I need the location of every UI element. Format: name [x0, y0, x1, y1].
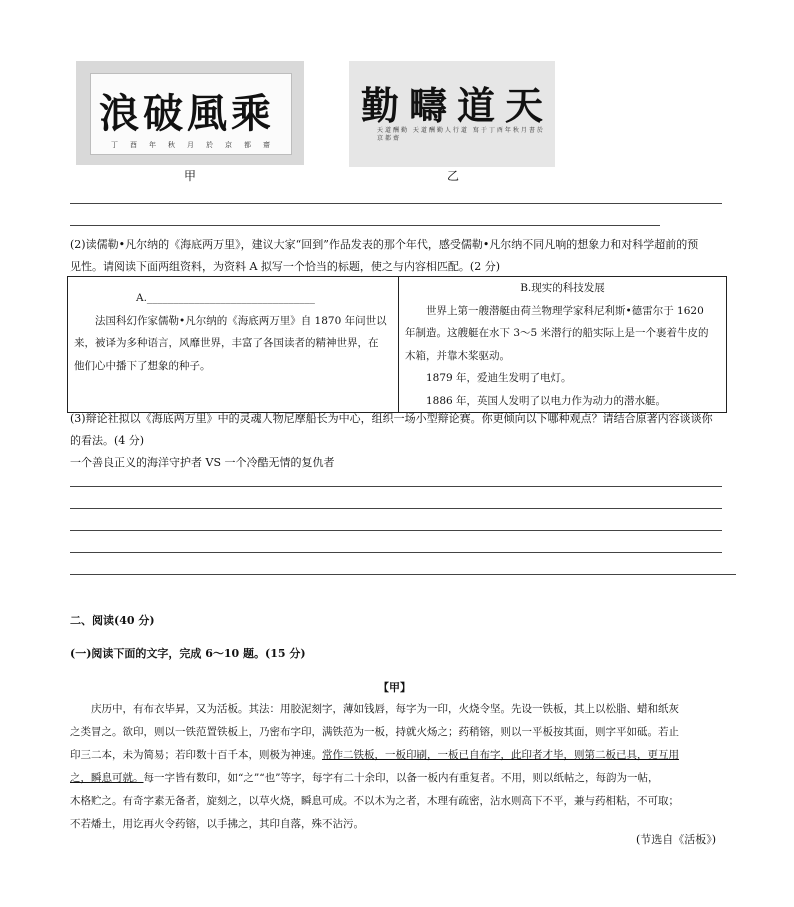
q2-line1: (2)读儒勒•凡尔纳的《海底两万里》，建议大家“回到”作品发表的那个年代，感受儒勒•凡尔纳不同凡响的想象力和对科学超前的预 — [70, 238, 699, 251]
answer-line — [70, 552, 722, 553]
material-a-line: 来，被译为多种语言，风靡世界，丰富了各国读者的精神世界，在 — [74, 337, 379, 349]
q3-debate-topic: 一个善良正义的海洋守护者 VS 一个冷酷无情的复仇者 — [70, 456, 335, 469]
material-a-line: 法国科幻作家儒勒•凡尔纳的《海底两万里》自 1870 年问世以 — [95, 314, 387, 327]
calligraphy-image-b — [349, 61, 555, 167]
passage-underlined-text: 常作二铁板，一板印刷，一板已自布字，此印者才毕，则第二板已具，更互用 — [322, 749, 679, 761]
material-b-line: 1886 年，英国人发明了以电力作为动力的潜水艇。 — [426, 394, 667, 407]
material-b-line: 1879 年，爱迪生发明了电灯。 — [426, 372, 572, 384]
answer-line — [70, 574, 736, 575]
passage-text: 印三二本，未为简易；若印数十百千本，则极为神速。 — [70, 749, 322, 761]
passage-text: 每一字皆有数印，如“之”“也”等字，每字有二十余印，以备一板内有重复者。不用，则以纸帖之，每韵为一帖， — [143, 772, 659, 784]
material-b-line: 年制造。这艘艇在水下 3～5 米潜行的船实际上是一个裹着牛皮的 — [405, 327, 709, 339]
material-a-cell — [68, 277, 399, 413]
material-table — [67, 276, 727, 413]
q3-line2: 的看法。(4 分) — [70, 434, 145, 447]
material-b-cell — [399, 277, 727, 413]
passage-line: 木格贮之。有奇字素无备者，旋刻之，以草火烧，瞬息可成。不以木为之者，木理有疏密，沾水则高下不平，兼与药相粘，不可取； — [70, 795, 679, 807]
answer-line — [70, 530, 722, 531]
section-subtitle: (一)阅读下面的文字，完成 6～10 题。(15 分) — [70, 647, 306, 660]
calligraphy-a-characters: 浪破風乘 — [99, 90, 275, 137]
calligraphy-a-inscription: 丁酉年秋月於京都齋 — [111, 141, 282, 149]
passage-line — [70, 767, 730, 790]
passage-underlined-text: 之，瞬息可就。 — [70, 772, 144, 784]
calligraphy-image-a — [76, 61, 304, 165]
passage-line — [70, 744, 730, 767]
passage-line: 不若燔土，用讫再火令药镕，以手拂之，其印自落，殊不沾污。 — [70, 818, 364, 830]
answer-line — [70, 486, 722, 487]
answer-line — [70, 508, 722, 509]
answer-line — [70, 225, 660, 226]
passage-line: 庆历中，有布衣毕昇，又为活板。其法：用胶泥刻字，薄如钱唇，每字为一印，火烧令坚。先设一铁板，其上以松脂、蜡和纸灰 — [91, 703, 679, 715]
caption-b: 乙 — [447, 169, 460, 183]
material-b-title: B.现实的科技发展 — [520, 282, 605, 294]
passage-heading: 【甲】 — [378, 681, 411, 694]
q3-line1: (3)辩论社拟以《海底两万里》中的灵魂人物尼摩船长为中心，组织一场小型辩论赛。你更倾向以下哪种观点？请结合原著内容谈谈你 — [70, 412, 713, 425]
material-a-line: 他们心中播下了想象的种子。 — [74, 359, 211, 372]
caption-a: 甲 — [184, 169, 197, 183]
calligraphy-b-characters: 勤疇道天 — [361, 83, 554, 128]
passage-source: (节选自《活板》) — [636, 833, 717, 846]
material-a-title: A.________________________________ — [136, 292, 315, 304]
passage-line: 之类冒之。欲印，则以一铁范置铁板上，乃密布字印，满铁范为一板，持就火炀之；药稍镕，则以一平板按其面，则字平如砥。若止 — [70, 726, 679, 738]
section-title: 二、阅读(40 分) — [70, 614, 155, 627]
calligraphy-b-inscription: 天道酬勤 天道酬勤人行道 寫于丁酉年秋月書於京都齋 — [377, 127, 545, 142]
answer-line — [70, 203, 722, 204]
material-b-line: 世界上第一艘潜艇由荷兰物理学家科尼利斯•德雷尔于 1620 — [426, 304, 704, 317]
q2-line2: 见性。请阅读下面两组资料，为资料 A 拟写一个恰当的标题，使之与内容相匹配。(2 分) — [70, 260, 501, 273]
material-b-line: 木箱，并靠木桨驱动。 — [405, 349, 510, 362]
